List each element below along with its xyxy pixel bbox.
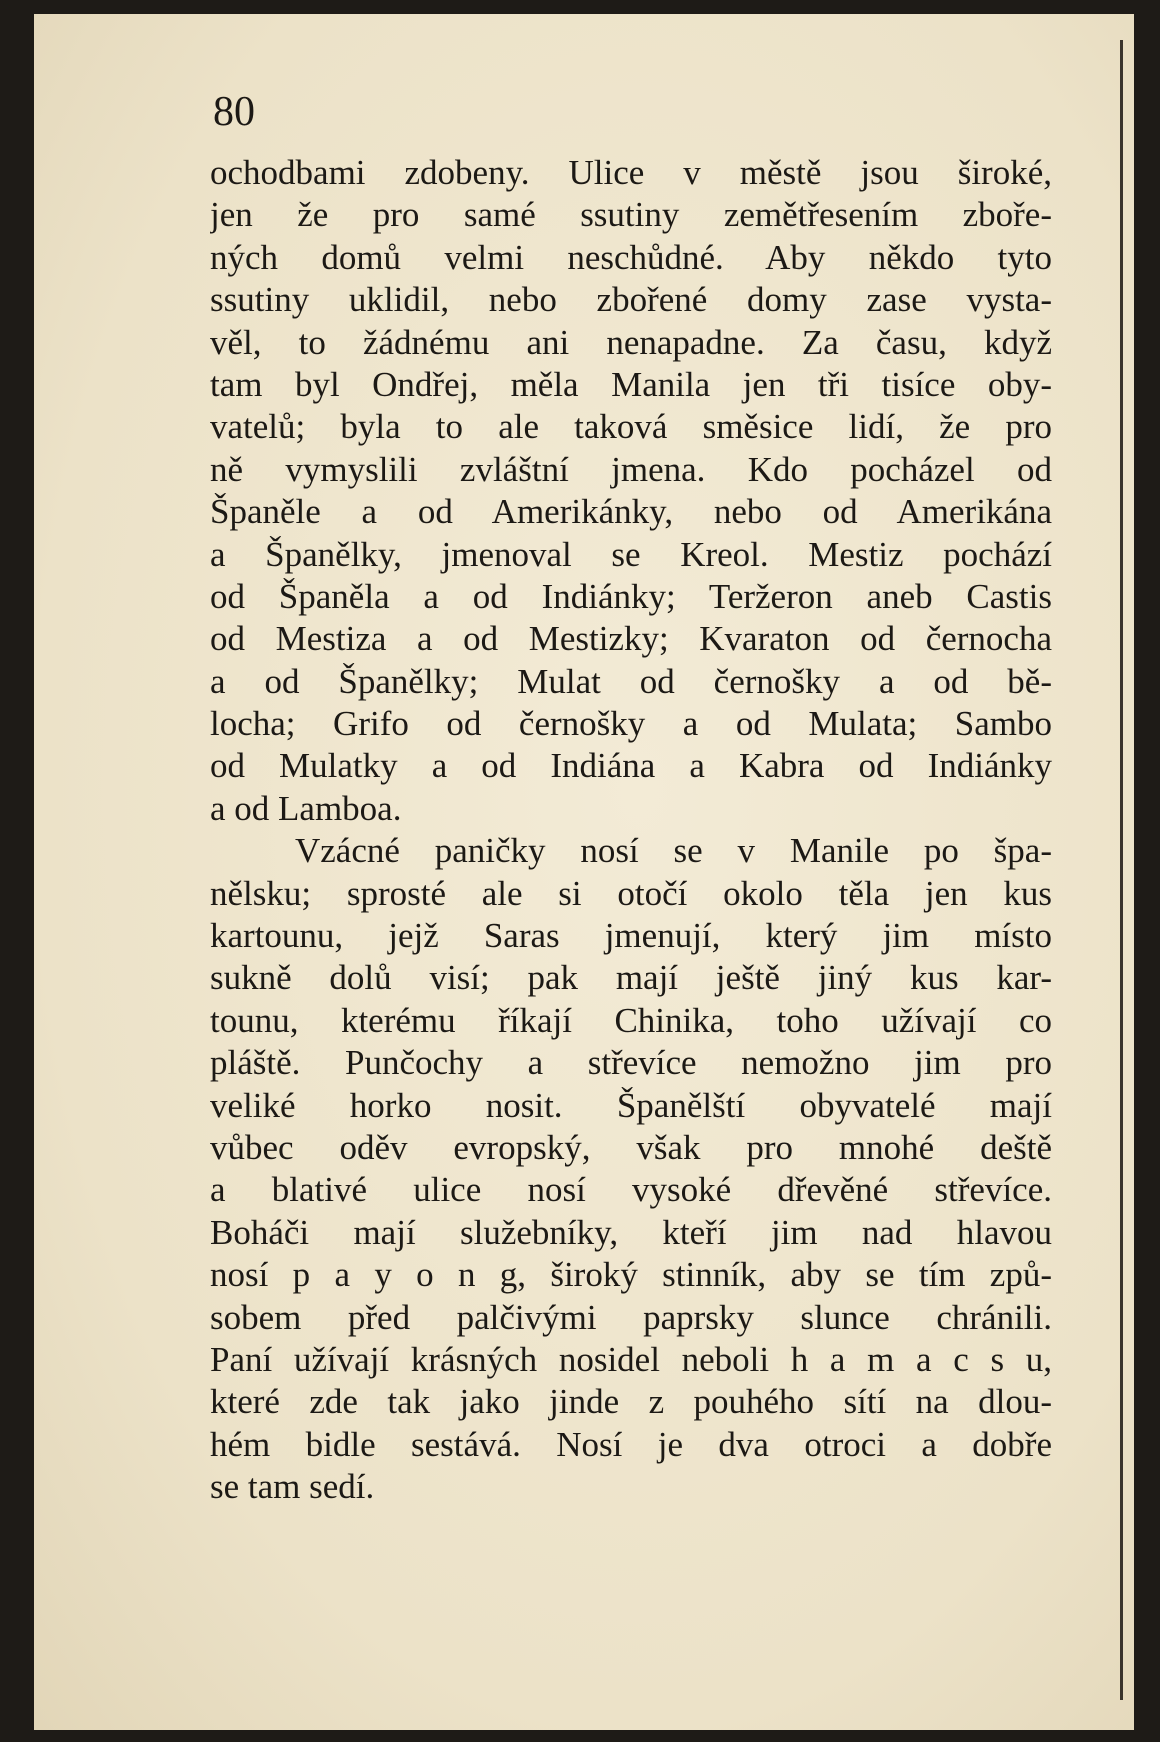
text-line: ně vymyslili zvláštní jmena. Kdo pocházel od [210,449,1052,489]
text-line: sobem před palčivými paprsky slunce chránili. [210,1297,1052,1337]
text-line: veliké horko nosit. Španělští obyvatelé mají [210,1085,1052,1125]
text-line: pláště. Punčochy a střevíce nemožno jim pro [210,1043,1052,1083]
text-line: od Španěla a od Indiánky; Teržeron aneb Castis [210,576,1052,616]
text-line: nosí p a y o n g, široký stinník, aby se tím způ- [210,1255,1052,1295]
text-line: věl, to žádnému ani nenapadne. Za času, když [210,322,1052,362]
text-line: a blativé ulice nosí vysoké dřevěné střevíce. [210,1170,1052,1210]
page-edge-shadow [1120,40,1123,1700]
text-line: a od Lamboa. [210,788,402,828]
text-line: jen že pro samé ssutiny zemětřesením zboře- [210,195,1052,235]
text-line: které zde tak jako jinde z pouhého sítí na dlou- [210,1382,1052,1422]
text-line: se tam sedí. [210,1467,375,1507]
text-line: Paní užívají krásných nosidel neboli h a m a c s u, [210,1339,1052,1379]
text-line: kartounu, jejž Saras jmenují, který jim místo [210,916,1052,956]
text-line: ochodbami zdobeny. Ulice v městě jsou široké, [210,153,1052,192]
text-line: od Mulatky a od Indiána a Kabra od Indiánky [210,746,1052,786]
text-line: sukně dolů visí; pak mají ještě jiný kus kar- [210,958,1052,998]
text-line: Boháči mají služebníky, kteří jim nad hlavou [210,1212,1052,1252]
paragraph-2 [210,830,1052,1508]
text-line: vatelů; byla to ale taková směsice lidí, že pro [210,407,1052,447]
text-line: a od Španělky; Mulat od černošky a od bě- [210,661,1052,701]
text-line: Španěle a od Amerikánky, nebo od Amerikána [210,492,1052,532]
text-line: nělsku; sprosté ale si otočí okolo těla jen kus [210,873,1052,913]
text-line: od Mestiza a od Mestizky; Kvaraton od černocha [210,619,1052,659]
page-number: 80 [213,89,255,135]
body-text [210,152,1052,1509]
text-line: ssutiny uklidil, nebo zbořené domy zase vysta- [210,280,1052,320]
paragraph-1 [210,152,1052,830]
text-line: locha; Grifo od černošky a od Mulata; Sambo [210,704,1052,744]
text-line: ných domů velmi neschůdné. Aby někdo tyto [210,237,1052,277]
text-line: Vzácné paničky nosí se v Manile po špa- [295,831,1052,871]
text-line: tam byl Ondřej, měla Manila jen tři tisíce oby- [210,364,1052,404]
text-line: a Španělky, jmenoval se Kreol. Mestiz pochází [210,534,1052,574]
text-line: tounu, kterému říkají Chinika, toho užívají co [210,1000,1052,1040]
text-line: hém bidle sestává. Nosí je dva otroci a dobře [210,1424,1052,1464]
text-line: vůbec oděv evropský, však pro mnohé deště [210,1127,1052,1167]
